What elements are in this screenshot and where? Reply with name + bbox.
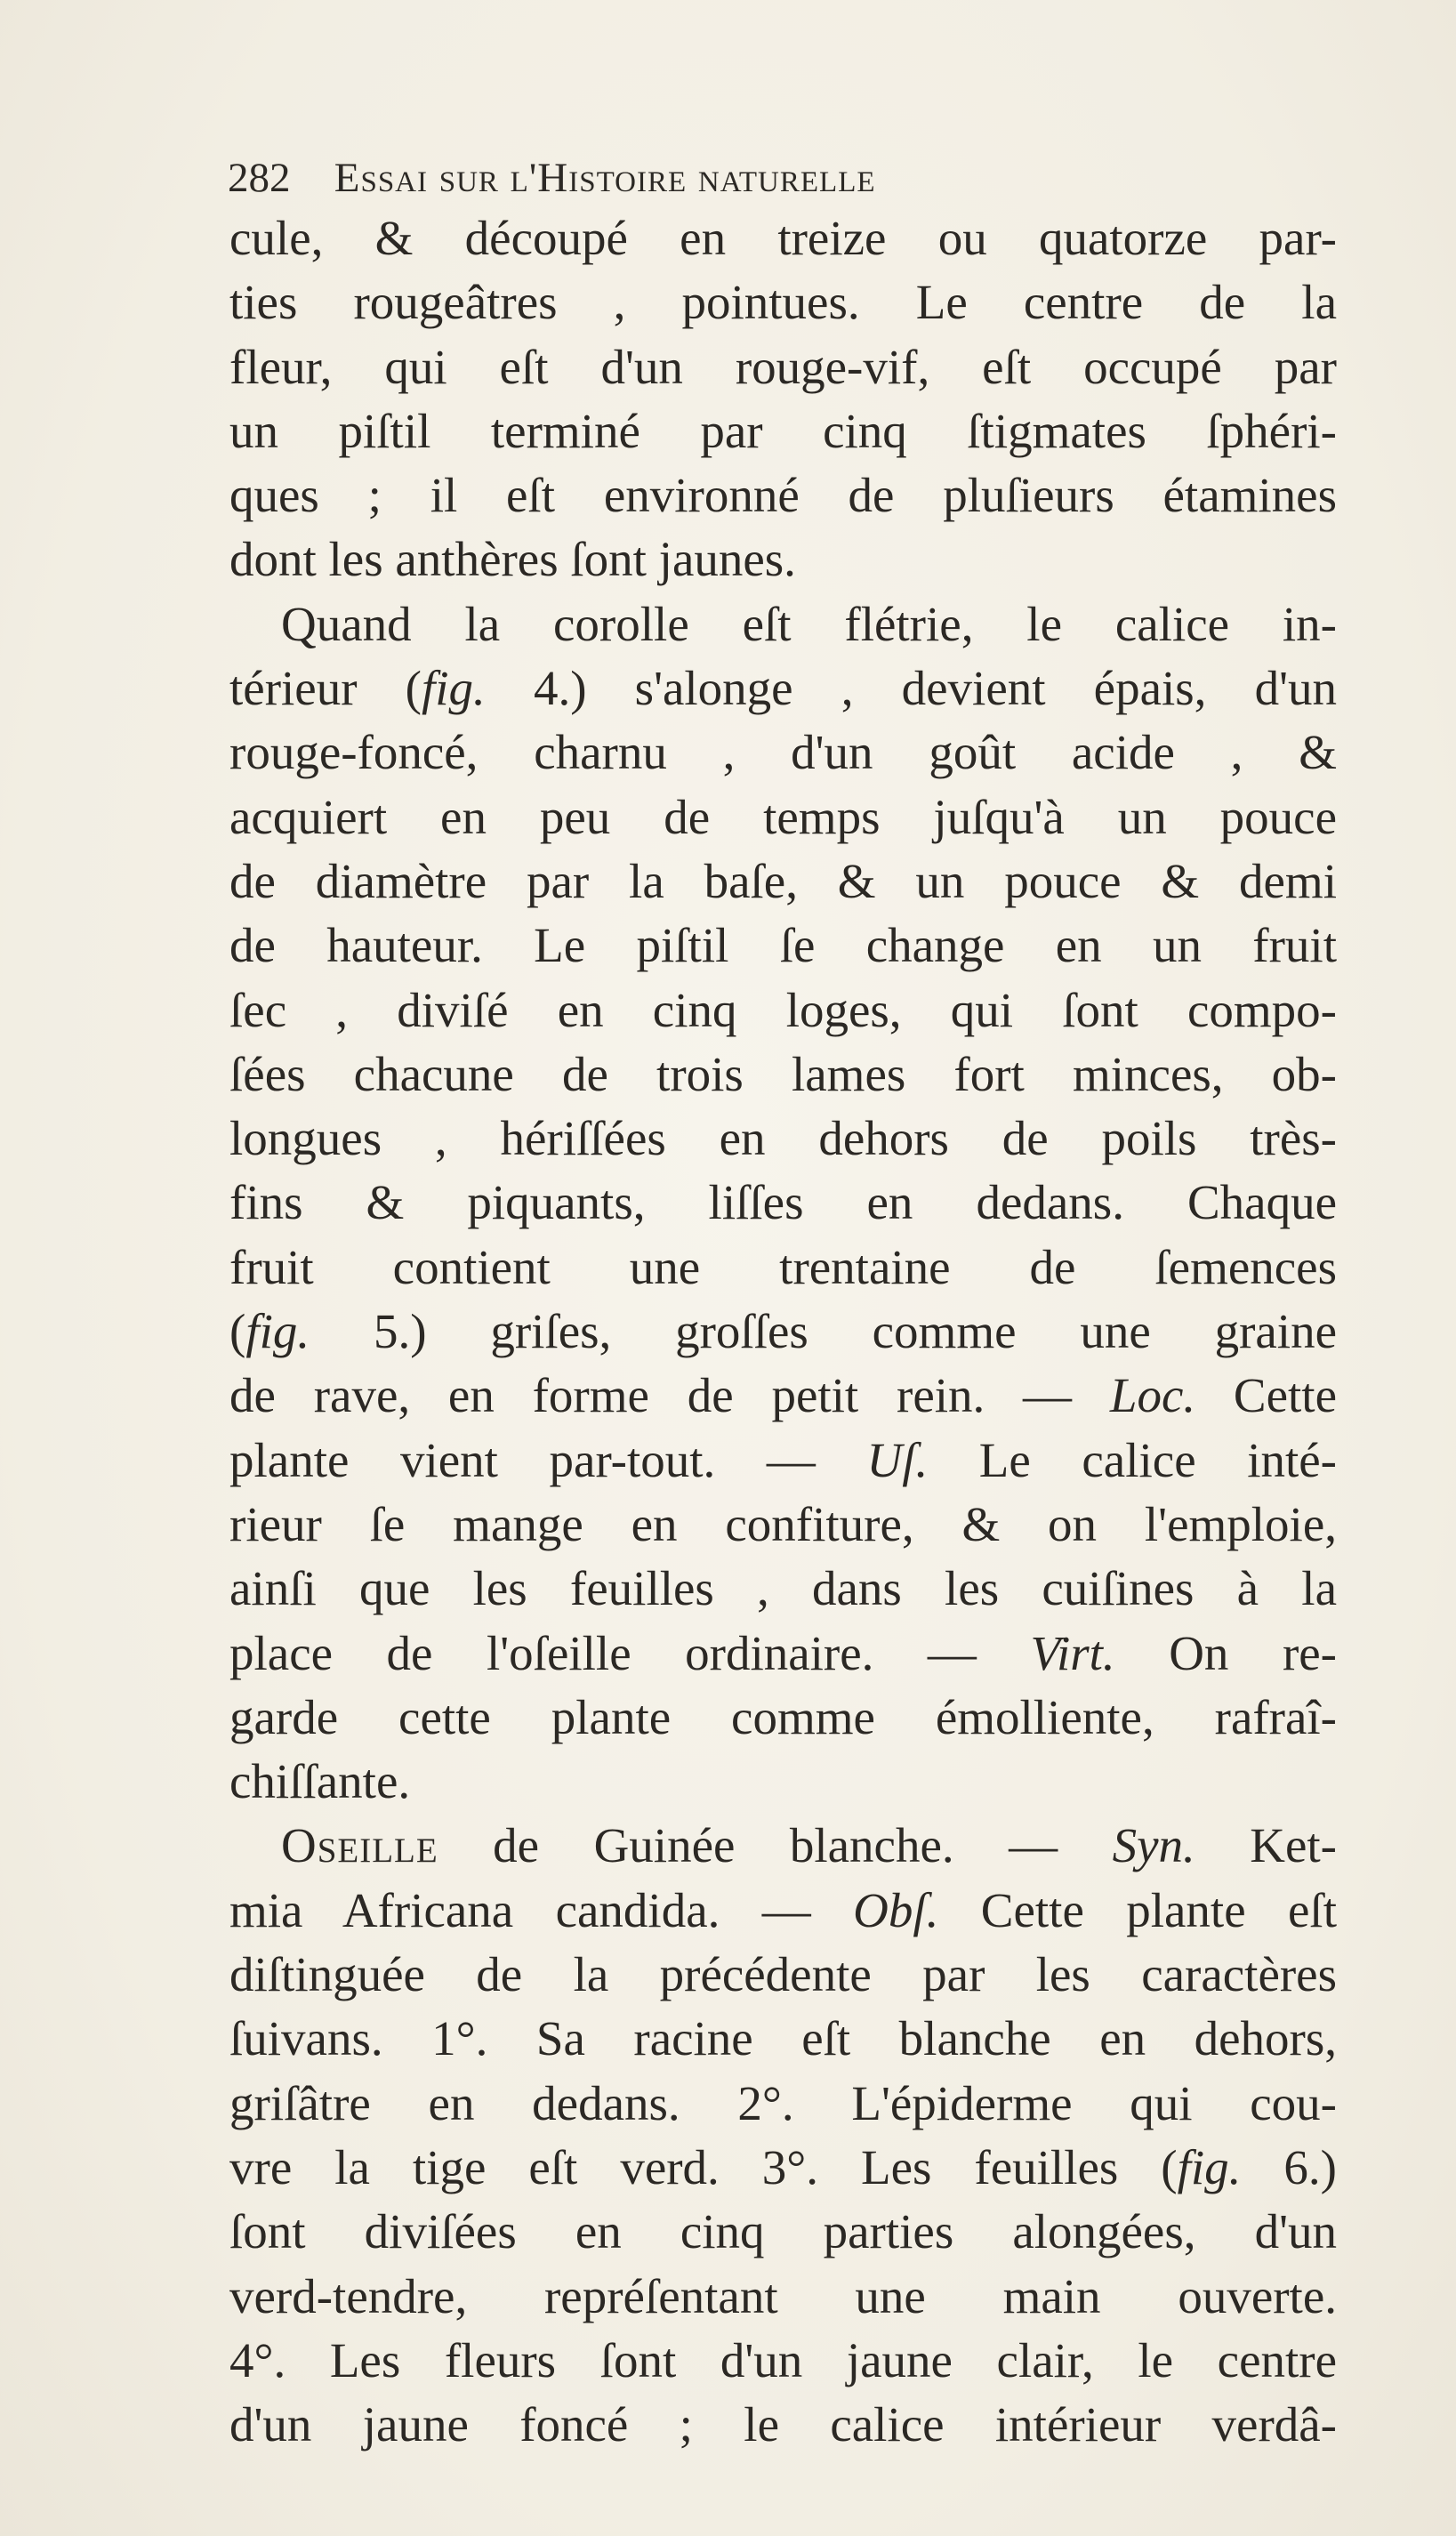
line-text: fins & piquants, liſſes en dedans. Chaque [229,1175,1337,1230]
line-text: vre la tige eſt verd. 3°. Les feuilles ( [229,2139,1178,2194]
text-line [229,1557,1337,1621]
line-text: térieur ( [229,661,422,716]
line-text: de Guinée blanche. — [438,1818,1113,1873]
line-text: 4°. Les fleurs ſont d'un jaune clair, le centre [229,2332,1337,2387]
line-text: ainſi que les feuilles , dans les cuiſines à la [229,1561,1337,1616]
line-text: fleur, qui eſt d'un rouge-vif, eſt occupé par [229,339,1337,394]
text-line [229,592,1337,656]
text-line [229,1107,1337,1171]
text-line [229,2329,1337,2393]
line-text: rouge-foncé, charnu , d'un goût acide , & [229,725,1337,780]
line-text: 5.) griſes, groſſes comme une graine [310,1304,1337,1359]
body-text [229,206,1337,2457]
italic-abbrev: fig. [421,661,486,716]
text-line [229,1686,1337,1750]
line-text: verd-tendre, repréſentant une main ouverte. [229,2268,1337,2323]
text-line [229,978,1337,1043]
text-line [229,2007,1337,2071]
text-line [229,2265,1337,2329]
italic-abbrev: Loc. [1109,1368,1196,1423]
italic-abbrev: fig. [245,1304,310,1359]
text-line [229,2200,1337,2264]
text-line [229,463,1337,527]
line-text: ſec , diviſé en cinq loges, qui ſont compo- [229,982,1337,1037]
line-text: rieur ſe mange en confiture, & on l'emploie, [229,1496,1337,1551]
line-text: chiſſante. [229,1754,411,1809]
line-text: un piſtil terminé par cinq ſtigmates ſphéri- [229,403,1337,458]
line-text: Cette [1195,1368,1337,1423]
text-line [229,206,1337,270]
line-text: place de l'oſeille ordinaire. — [229,1625,1031,1680]
line-text: de diamètre par la baſe, & un pouce & demi [229,853,1337,908]
text-line [229,1493,1337,1557]
line-text: ſées chacune de trois lames fort minces, ob- [229,1046,1337,1101]
line-text: 6.) [1241,2139,1337,2194]
text-line [229,1043,1337,1107]
text-line [229,399,1337,463]
line-text: diſtinguée de la précédente par les caractères [229,1947,1337,2002]
text-line [229,1622,1337,1686]
text-line [229,1171,1337,1235]
line-text: griſâtre en dedans. 2°. L'épiderme qui cou- [229,2075,1337,2130]
line-text: 4.) s'alonge , devient épais, d'un [485,661,1337,716]
line-text: dont les anthères ſont jaunes. [229,532,796,587]
line-text: Cette plante eſt [938,1882,1337,1937]
text-line [229,2393,1337,2457]
line-text: ties rougeâtres , pointues. Le centre de la [229,275,1337,330]
running-header [228,149,1188,206]
text-line [229,1300,1337,1364]
text-line [229,1750,1337,1814]
text-line [229,656,1337,721]
line-text: acquiert en peu de temps juſqu'à un pouce [229,789,1337,844]
text-line [229,335,1337,399]
line-text: d'un jaune foncé ; le calice intérieur verdâ- [229,2397,1337,2452]
line-text: ( [229,1304,246,1359]
text-line [229,914,1337,978]
text-line [229,2072,1337,2136]
line-text: ques ; il eſt environné de pluſieurs étamines [229,468,1337,523]
text-line [229,785,1337,849]
italic-abbrev: Obſ. [853,1882,939,1937]
text-line [229,270,1337,334]
text-line [229,527,1337,592]
small-caps-term: Oseille [281,1818,438,1873]
line-text: Ket- [1195,1818,1337,1873]
line-text: cule, & découpé en treize ou quatorze par- [229,211,1337,265]
line-text: ſuivans. 1°. Sa racine eſt blanche en dehors, [229,2011,1337,2066]
page-number: 282 [228,155,291,201]
italic-abbrev: fig. [1177,2139,1242,2194]
line-text: On re- [1114,1625,1337,1680]
text-line [229,849,1337,914]
italic-abbrev: Syn. [1112,1818,1195,1873]
line-text: plante vient par-tout. — [229,1432,867,1487]
running-title: Essai sur l'Histoire naturelle [334,155,876,201]
text-line [229,1364,1337,1428]
line-text: garde cette plante comme émolliente, rafraî- [229,1689,1337,1744]
text-line [229,1236,1337,1300]
line-text: fruit contient une trentaine de ſemences [229,1239,1337,1294]
line-text: de rave, en forme de petit rein. — [229,1368,1110,1423]
text-line [229,1814,1337,1878]
text-line [229,1943,1337,2007]
italic-abbrev: Uſ. [866,1432,929,1487]
italic-abbrev: Virt. [1030,1625,1115,1680]
line-text: de hauteur. Le piſtil ſe change en un fruit [229,918,1337,973]
line-text: Le calice inté- [928,1432,1337,1487]
line-text: ſont diviſées en cinq parties alongées, d'un [229,2204,1337,2259]
text-line [229,2136,1337,2200]
line-text: mia Africana candida. — [229,1882,854,1937]
line-text: longues , hériſſées en dehors de poils très- [229,1111,1337,1166]
line-text: Quand la corolle eſt flétrie, le calice in- [281,596,1337,651]
text-line [229,1429,1337,1493]
text-line [229,1879,1337,1943]
text-line [229,721,1337,785]
